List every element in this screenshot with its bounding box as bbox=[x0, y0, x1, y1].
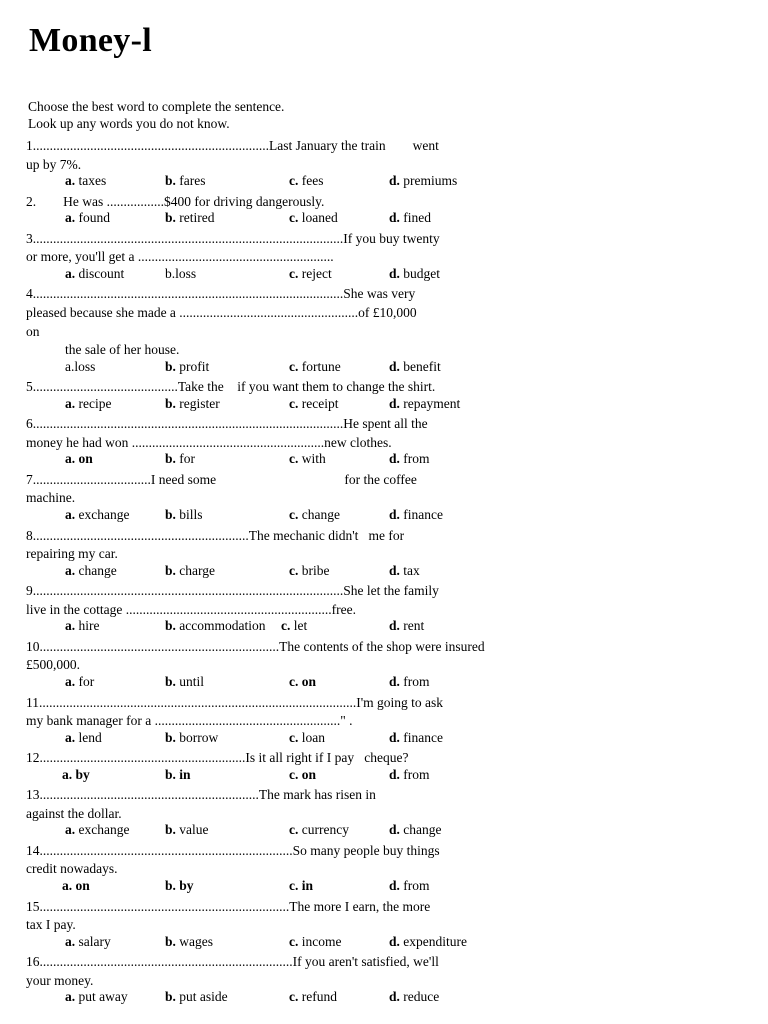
question-text-line: 12.............................................................Is it all right if I pay cheque? bbox=[26, 750, 409, 766]
instruction-line: Choose the best word to complete the sentence. bbox=[28, 99, 285, 114]
option-letter: a. bbox=[65, 618, 76, 634]
option-b[interactable] bbox=[165, 766, 191, 784]
option-letter: a. on bbox=[65, 451, 93, 467]
option-c[interactable] bbox=[289, 673, 316, 691]
question-text-line: £500,000. bbox=[26, 657, 80, 673]
option-letter: b. by bbox=[165, 878, 194, 893]
option-letter: b. bbox=[165, 822, 176, 838]
instructions bbox=[28, 98, 284, 132]
option-text: recipe bbox=[75, 395, 112, 411]
option-a[interactable] bbox=[65, 506, 129, 524]
option-letter: d. bbox=[389, 878, 400, 893]
option-letter: c. bbox=[289, 822, 299, 838]
option-letter: d. bbox=[389, 989, 400, 1005]
question-text-line: 6............................................................................................He spent all the bbox=[26, 416, 428, 432]
question-text-line: or more, you'll get a .......................................................... bbox=[26, 249, 334, 265]
option-b[interactable] bbox=[165, 988, 228, 1006]
question-text-line: 1......................................................................Last January the train went bbox=[26, 138, 439, 153]
question-text-line: pleased because she made a .....................................................of £10,000 bbox=[26, 304, 417, 320]
question-text-line: 4............................................................................................She was very bbox=[26, 286, 416, 302]
option-text: from bbox=[399, 673, 430, 689]
option-text: loan bbox=[298, 729, 325, 745]
option-letter: d. bbox=[389, 210, 400, 226]
option-text: borrow bbox=[175, 729, 219, 745]
option-c[interactable] bbox=[289, 562, 330, 580]
option-text: for bbox=[75, 673, 95, 689]
answer-options bbox=[0, 506, 768, 524]
option-letter: c. bbox=[289, 265, 299, 281]
option-c[interactable] bbox=[289, 877, 313, 895]
option-letter: a. bbox=[65, 822, 76, 838]
option-a[interactable] bbox=[65, 821, 129, 839]
option-text: discount bbox=[75, 265, 125, 281]
option-letter: c. on bbox=[289, 766, 316, 782]
option-letter: a. by bbox=[62, 766, 90, 782]
question-text-line: my bank manager for a ......................................................." . bbox=[26, 713, 353, 729]
option-d[interactable] bbox=[389, 821, 442, 839]
option-text: exchange bbox=[75, 822, 130, 838]
question-text-line: up by 7%. bbox=[26, 156, 82, 172]
option-c[interactable] bbox=[289, 265, 332, 283]
option-letter: c. bbox=[289, 507, 299, 522]
answer-options bbox=[0, 673, 768, 691]
option-letter: b. bbox=[165, 729, 176, 745]
option-b[interactable] bbox=[165, 617, 269, 635]
option-letter: d. bbox=[389, 265, 400, 281]
option-a[interactable] bbox=[65, 729, 102, 747]
option-letter: c. bbox=[289, 358, 299, 374]
option-d[interactable] bbox=[389, 395, 460, 413]
answer-options bbox=[0, 395, 768, 413]
answer-options bbox=[0, 821, 768, 839]
option-letter: c. bbox=[289, 395, 299, 411]
option-a[interactable] bbox=[65, 358, 95, 376]
option-text: hire bbox=[75, 618, 100, 634]
option-letter: c. bbox=[289, 933, 299, 949]
option-a[interactable] bbox=[62, 766, 90, 784]
answer-options bbox=[0, 988, 768, 1006]
option-text: retired bbox=[175, 210, 215, 226]
option-text: fined bbox=[399, 210, 432, 226]
option-letter: a. bbox=[65, 210, 76, 226]
option-text: value bbox=[175, 822, 209, 838]
option-letter: b. bbox=[165, 358, 176, 374]
option-letter: c. bbox=[289, 989, 299, 1005]
option-text: refund bbox=[298, 989, 337, 1005]
option-b[interactable] bbox=[165, 562, 215, 580]
option-b[interactable] bbox=[165, 673, 204, 691]
option-letter: a. bbox=[65, 673, 76, 689]
option-text: bribe bbox=[298, 562, 330, 578]
option-text: bills bbox=[175, 507, 203, 522]
option-a[interactable] bbox=[65, 673, 94, 691]
option-b[interactable] bbox=[165, 172, 206, 190]
page-title: Money-l bbox=[29, 22, 152, 59]
option-a[interactable] bbox=[65, 933, 111, 951]
option-letter: b. in bbox=[165, 766, 191, 782]
option-a[interactable] bbox=[62, 877, 90, 895]
option-letter: d. bbox=[389, 562, 400, 578]
option-text: from bbox=[399, 766, 430, 782]
option-text: exchange bbox=[75, 507, 130, 522]
option-b[interactable] bbox=[165, 209, 215, 227]
option-letter: a. bbox=[65, 989, 76, 1005]
option-text: expenditure bbox=[399, 933, 467, 949]
option-letter: d. bbox=[389, 673, 400, 689]
option-d[interactable] bbox=[389, 933, 467, 951]
question-text-line: live in the cottage .............................................................free. bbox=[26, 601, 356, 617]
option-text: change bbox=[399, 822, 442, 838]
option-text: charge bbox=[175, 562, 215, 578]
option-text: tax bbox=[399, 562, 420, 578]
question-text-line: 3............................................................................................If you buy twenty bbox=[26, 230, 440, 246]
option-a[interactable] bbox=[65, 172, 106, 190]
question-text-line: 9............................................................................................She let the family bbox=[26, 583, 439, 599]
option-text: fees bbox=[298, 173, 324, 189]
option-letter: b. bbox=[165, 395, 176, 411]
option-letter: d. bbox=[389, 358, 400, 374]
option-text: fares bbox=[175, 173, 206, 189]
question-text-line: your money. bbox=[26, 972, 94, 988]
option-c[interactable] bbox=[289, 933, 342, 951]
option-text: receipt bbox=[298, 395, 339, 411]
option-d[interactable] bbox=[389, 673, 430, 691]
option-a[interactable] bbox=[65, 450, 93, 468]
option-text: repayment bbox=[399, 395, 461, 411]
option-d[interactable] bbox=[389, 506, 443, 524]
option-d[interactable] bbox=[389, 877, 430, 895]
answer-options bbox=[0, 617, 768, 635]
answer-options bbox=[0, 877, 768, 895]
option-c[interactable] bbox=[289, 729, 325, 747]
option-letter: b. bbox=[165, 989, 176, 1005]
question-text-line: 11..............................................................................................I'm going to ask bbox=[26, 694, 444, 710]
option-letter: a. bbox=[65, 507, 76, 522]
option-letter: d. bbox=[389, 451, 400, 467]
option-d[interactable] bbox=[389, 209, 431, 227]
option-c[interactable] bbox=[289, 358, 341, 376]
option-letter: a. on bbox=[62, 878, 90, 893]
option-d[interactable] bbox=[389, 766, 430, 784]
option-b[interactable] bbox=[165, 265, 196, 283]
option-text: finance bbox=[399, 507, 443, 522]
option-text: b.loss bbox=[165, 265, 197, 281]
question-text-line: repairing my car. bbox=[26, 546, 118, 562]
option-b[interactable] bbox=[165, 729, 218, 747]
option-letter: a. bbox=[65, 265, 76, 281]
question-text-line: 5...........................................Take the if you want them to change the shirt. bbox=[26, 379, 436, 395]
option-d[interactable] bbox=[389, 358, 441, 376]
option-letter: d. bbox=[389, 507, 400, 522]
option-d[interactable] bbox=[389, 172, 457, 190]
option-letter: c. bbox=[289, 729, 299, 745]
option-text: premiums bbox=[399, 173, 458, 189]
option-c[interactable] bbox=[289, 209, 338, 227]
question-text-line: 15..........................................................................The more I earn, the more bbox=[26, 898, 431, 914]
option-letter: d. bbox=[389, 729, 400, 745]
question-text-line: 7...................................I need some for the coffee bbox=[26, 471, 417, 487]
answer-options bbox=[0, 358, 768, 376]
option-letter: c. bbox=[289, 562, 299, 578]
option-text: a.loss bbox=[65, 358, 96, 374]
option-letter: b. bbox=[165, 210, 176, 226]
option-letter: c. bbox=[289, 451, 299, 467]
option-text: let bbox=[290, 618, 308, 634]
option-d[interactable] bbox=[389, 729, 443, 747]
option-text: fortune bbox=[298, 358, 341, 374]
option-text: reduce bbox=[399, 989, 440, 1005]
option-letter: a. bbox=[65, 562, 76, 578]
option-a[interactable] bbox=[65, 988, 128, 1006]
question-text-line: 2. He was .................$400 for driving dangerously. bbox=[26, 193, 325, 209]
option-d[interactable] bbox=[389, 265, 440, 283]
option-b[interactable] bbox=[165, 450, 195, 468]
question-text-line: 16...........................................................................If you aren't satisfied, we'll bbox=[26, 954, 439, 970]
option-letter: c. bbox=[281, 618, 291, 634]
option-letter: a. bbox=[65, 933, 76, 949]
option-text: put aside bbox=[175, 989, 228, 1005]
answer-options bbox=[0, 766, 768, 784]
option-text: for bbox=[175, 451, 196, 467]
option-b[interactable] bbox=[165, 821, 209, 839]
answer-options bbox=[0, 729, 768, 747]
question-text-line: 8................................................................The mechanic didn't me for bbox=[26, 527, 405, 543]
option-letter: a. bbox=[65, 729, 76, 745]
answer-options bbox=[0, 209, 768, 227]
question-text-line: 14...........................................................................So many people buy things bbox=[26, 842, 440, 858]
option-b[interactable] bbox=[165, 395, 220, 413]
question-text-line: 13.................................................................The mark has risen in bbox=[26, 787, 376, 803]
option-c[interactable] bbox=[289, 766, 316, 784]
option-text: taxes bbox=[75, 173, 107, 189]
option-text: change bbox=[75, 562, 117, 578]
option-c[interactable] bbox=[289, 988, 337, 1006]
option-d[interactable] bbox=[389, 450, 430, 468]
option-text: profit bbox=[175, 358, 210, 374]
option-text: rent bbox=[399, 618, 425, 634]
option-letter: b. bbox=[165, 562, 176, 578]
question-text-line: credit nowadays. bbox=[26, 861, 118, 877]
option-text: salary bbox=[75, 933, 111, 949]
question-text-line: on bbox=[26, 323, 40, 339]
option-text: put away bbox=[75, 989, 128, 1005]
option-text: from bbox=[399, 878, 430, 893]
question-text-line: the sale of her house. bbox=[65, 342, 180, 358]
option-text: with bbox=[298, 451, 326, 467]
option-letter: b. bbox=[165, 673, 176, 689]
answer-options bbox=[0, 933, 768, 951]
answer-options bbox=[0, 450, 768, 468]
option-letter: c. bbox=[289, 210, 299, 226]
option-text: accommodation bbox=[175, 618, 269, 634]
option-text: benefit bbox=[399, 358, 441, 374]
option-text: budget bbox=[399, 265, 441, 281]
option-c[interactable] bbox=[289, 395, 338, 413]
option-a[interactable] bbox=[65, 209, 110, 227]
option-d[interactable] bbox=[389, 988, 439, 1006]
option-letter: c. on bbox=[289, 673, 316, 689]
option-letter: b. bbox=[165, 173, 176, 189]
option-c[interactable] bbox=[289, 821, 349, 839]
option-text: finance bbox=[399, 729, 443, 745]
answer-options bbox=[0, 172, 768, 190]
option-text: reject bbox=[298, 265, 332, 281]
option-text: until bbox=[175, 673, 205, 689]
option-letter: d. bbox=[389, 933, 400, 949]
question-text-line: machine. bbox=[26, 490, 76, 506]
option-text: found bbox=[75, 210, 110, 226]
option-letter: b. bbox=[165, 451, 176, 467]
question-text-line: money he had won .........................................................new clothes. bbox=[26, 434, 392, 450]
option-letter: d. bbox=[389, 395, 400, 411]
option-letter: c. in bbox=[289, 878, 314, 893]
option-letter: a. bbox=[65, 173, 76, 189]
option-a[interactable] bbox=[65, 395, 111, 413]
question-text-line: tax I pay. bbox=[26, 917, 76, 933]
option-text: currency bbox=[298, 822, 349, 838]
option-d[interactable] bbox=[389, 617, 424, 635]
option-b[interactable] bbox=[165, 933, 213, 951]
option-b[interactable] bbox=[165, 877, 194, 895]
option-d[interactable] bbox=[389, 562, 420, 580]
option-letter: d. bbox=[389, 173, 400, 189]
option-a[interactable] bbox=[65, 617, 100, 635]
option-letter: b. bbox=[165, 933, 176, 949]
option-text: lend bbox=[75, 729, 102, 745]
option-letter: d. bbox=[389, 618, 400, 634]
option-text: wages bbox=[175, 933, 214, 949]
option-text: from bbox=[399, 451, 430, 467]
option-a[interactable] bbox=[65, 562, 117, 580]
option-b[interactable] bbox=[165, 358, 209, 376]
option-letter: d. bbox=[389, 766, 400, 782]
option-letter: b. bbox=[165, 618, 176, 634]
option-a[interactable] bbox=[65, 265, 124, 283]
instruction-line: Look up any words you do not know. bbox=[28, 116, 230, 131]
question-text-line: against the dollar. bbox=[26, 805, 122, 821]
option-letter: d. bbox=[389, 822, 400, 838]
option-text: loaned bbox=[298, 210, 338, 226]
option-text: change bbox=[298, 507, 340, 522]
option-b[interactable] bbox=[165, 506, 203, 524]
option-letter: a. bbox=[65, 395, 76, 411]
option-text: income bbox=[298, 933, 342, 949]
answer-options bbox=[0, 562, 768, 580]
option-c[interactable] bbox=[289, 450, 326, 468]
answer-options bbox=[0, 265, 768, 283]
option-letter: c. bbox=[289, 173, 299, 189]
option-letter: b. bbox=[165, 507, 176, 522]
option-c[interactable] bbox=[289, 506, 340, 524]
option-c[interactable] bbox=[289, 172, 323, 190]
option-text: register bbox=[175, 395, 220, 411]
question-text-line: 10.......................................................................The contents of the shop were insured bbox=[26, 638, 485, 654]
option-c[interactable] bbox=[281, 617, 307, 635]
